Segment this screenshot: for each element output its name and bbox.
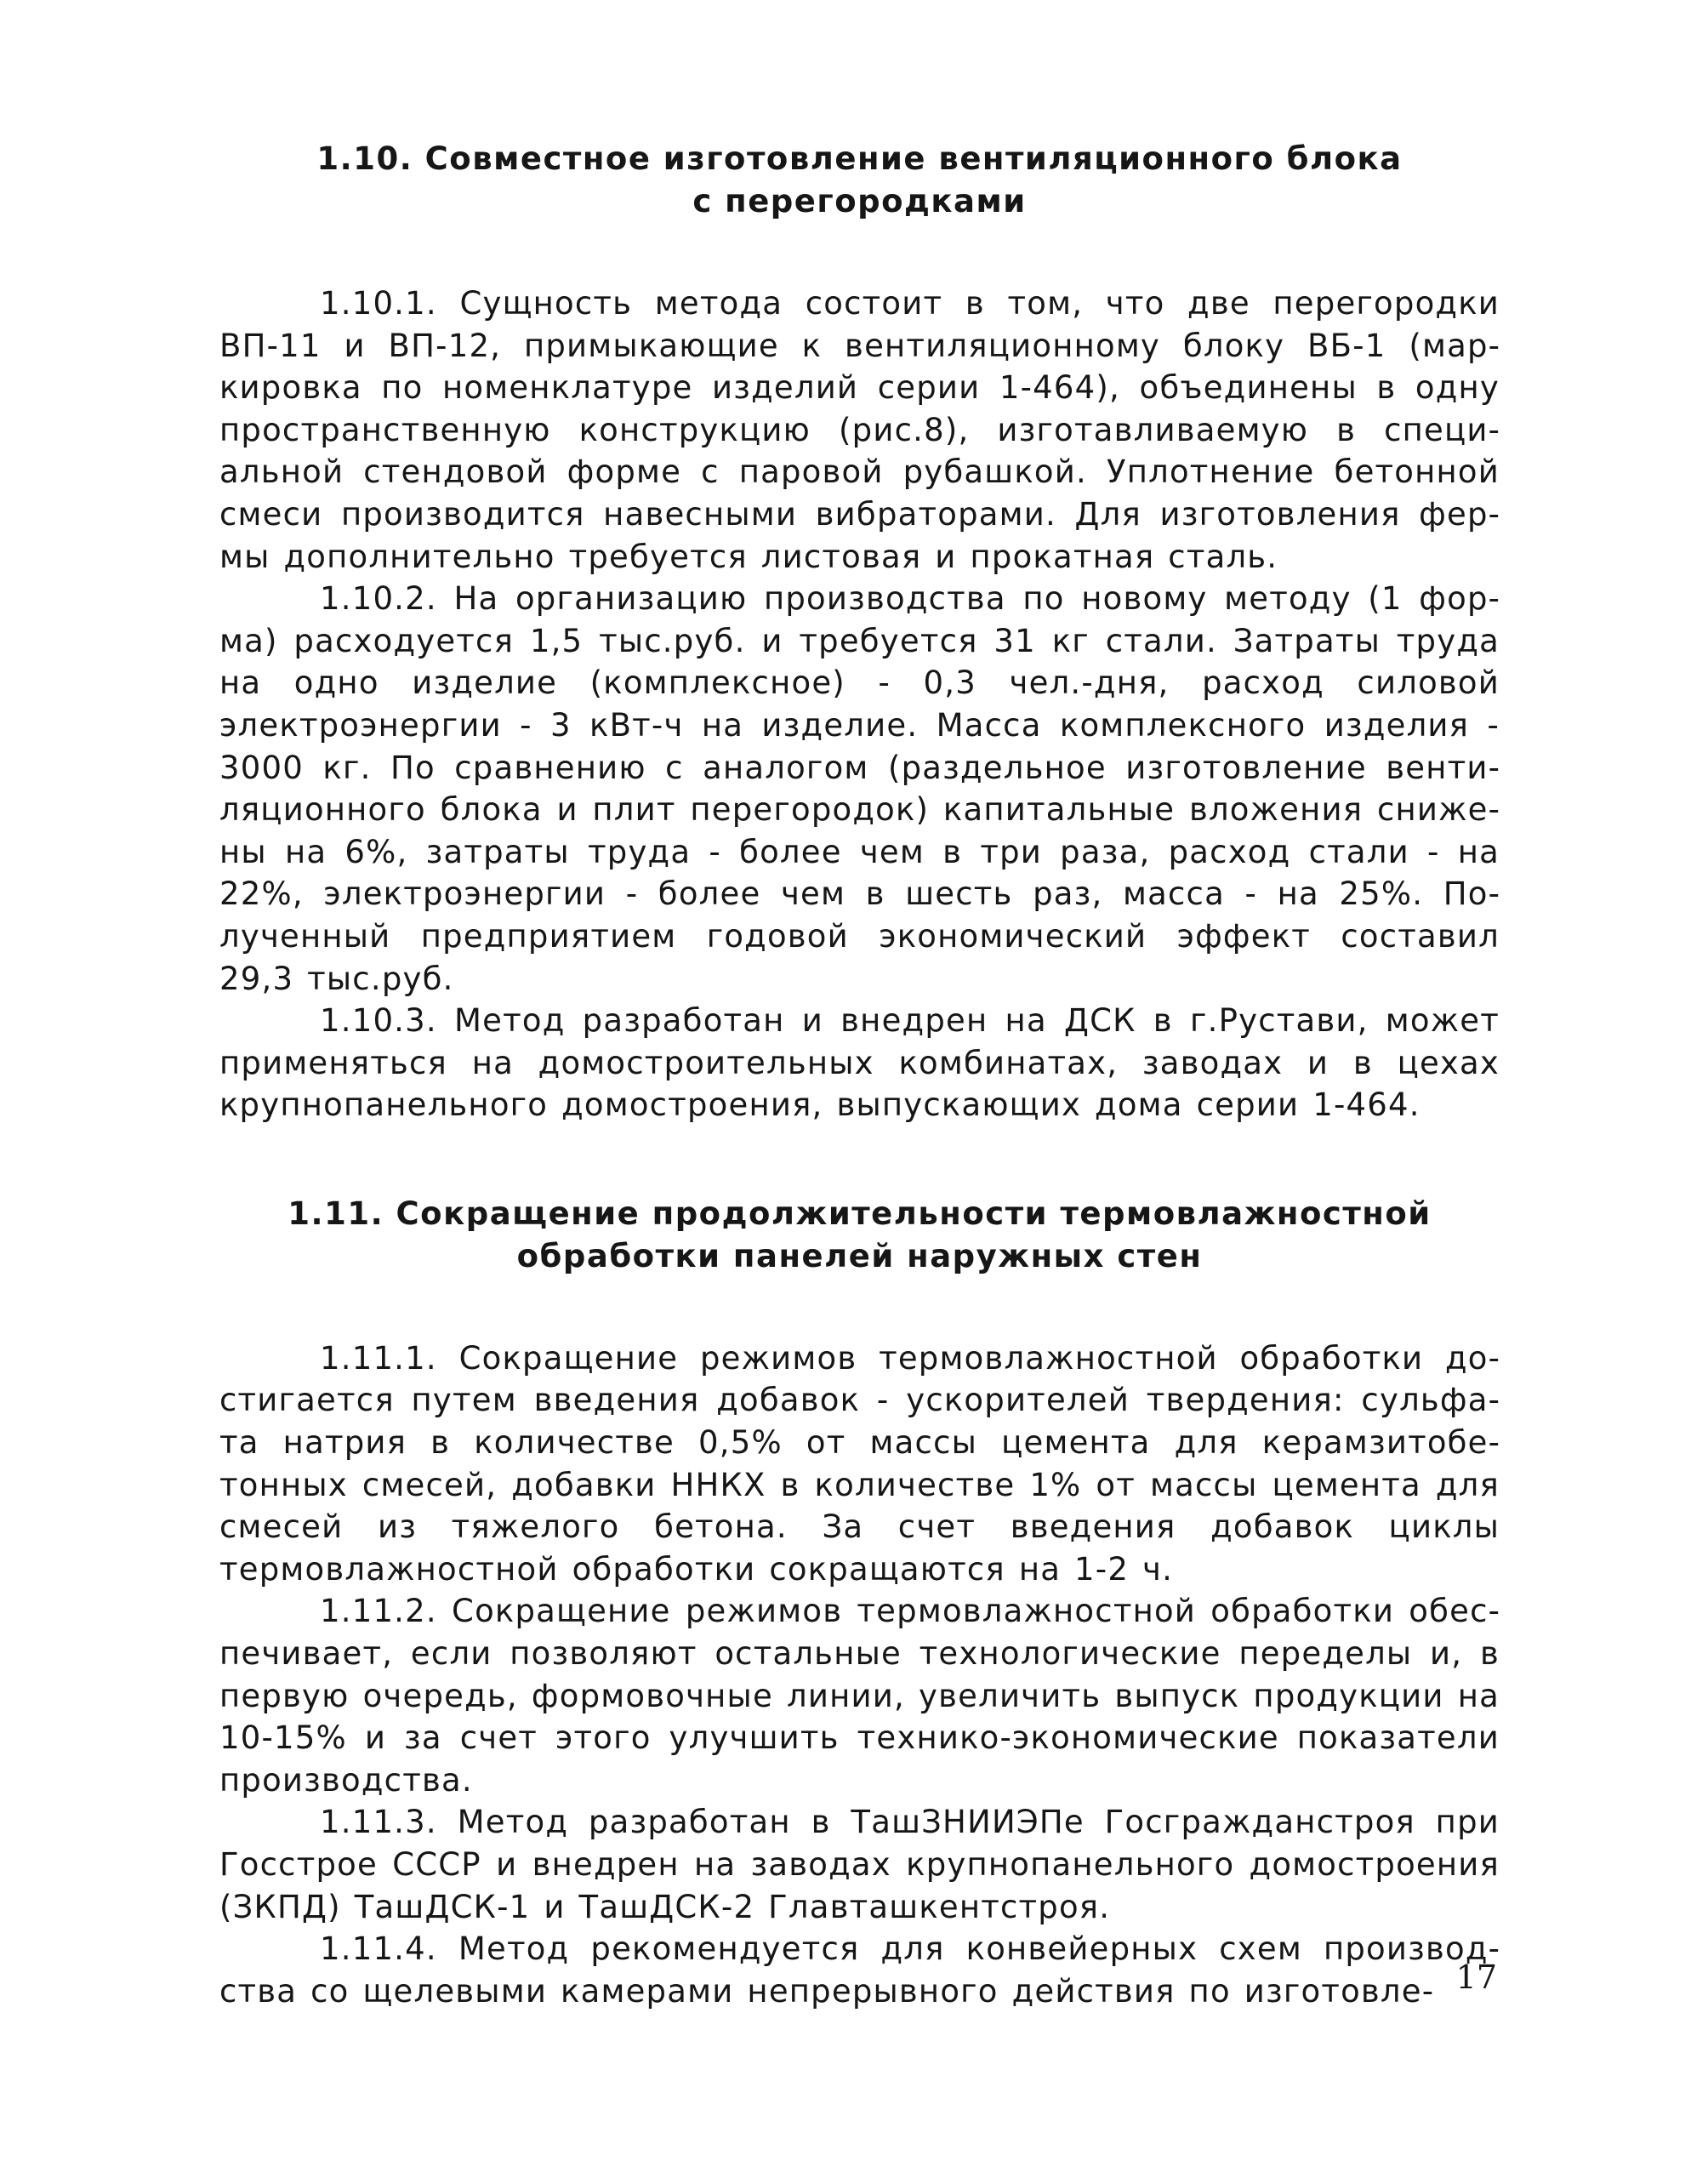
page-number: 17	[1455, 1959, 1497, 1996]
heading-line: обработки панелей наружных стен	[516, 1237, 1203, 1274]
section-1-11	[219, 1193, 1500, 2013]
section-1-10	[219, 138, 1500, 1126]
page-content	[219, 138, 1500, 2012]
paragraph-1-11-4: 1.11.4. Метод рекомендуется для конвейерных схем производства со щелевыми камерами непрерывного действия по изготовле-	[219, 1930, 1500, 2010]
paragraph-1-11-1: 1.11.1. Сокращение режимов термовлажностной обработки достигается путем введения добавок - ускорителей твердения: сульфата натрия в количестве 0,5% от массы цемента для керамзитобетонных смесей, добавки ННКХ в количестве 1% от массы цемента для смесей из тяжелого бетона. За счет введения добавок циклы термовлажностной обработки сокращаются на 1-2 ч.	[219, 1339, 1500, 1588]
section-heading	[219, 1193, 1500, 1278]
section-body	[219, 1337, 1500, 2013]
section-body	[219, 282, 1500, 1126]
paragraph-1-11-2: 1.11.2. Сокращение режимов термовлажностной обработки обеспечивает, если позволяют остальные технологические переделы и, в первую очередь, формовочные линии, увеличить выпуск продукции на 10-15% и за счет этого улучшить технико-экономические показатели производства.	[219, 1593, 1500, 1799]
heading-line: с перегородками	[692, 183, 1027, 220]
paragraph-1-10-1: 1.10.1. Сущность метода состоит в том, что две перегородки ВП-11 и ВП-12, примыкающие к вентиляционному блоку ВБ-1 (маркировка по номенклатуре изделий серии 1-464), объединены в одну пространственную конструкцию (рис.8), изготавливаемую в специальной стендовой форме с паровой рубашкой. Уплотнение бетонной смеси производится навесными вибраторами. Для изготовления фермы дополнительно требуется листовая и прокатная сталь.	[219, 285, 1500, 575]
heading-line: 1.10. Совместное изготовление вентиляционного блока	[316, 140, 1403, 177]
paragraph-1-10-2: 1.10.2. На организацию производства по новому методу (1 форма) расходуется 1,5 тыс.руб. и требуется 31 кг стали. Затраты труда на одно изделие (комплексное) - 0,3 чел.-дня, расход силовой электроэнергии - 3 кВт-ч на изделие. Масса комплексного изделия - 3000 кг. По сравнению с аналогом (раздельное изготовление вентиляционного блока и плит перегородок) капитальные вложения снижены на 6%, затраты труда - более чем в три раза, расход стали - на 22%, электроэнергии - более чем в шесть раз, масса - на 25%. Полученный предприятием годовой экономический эффект составил 29,3 тыс.руб.	[219, 580, 1500, 997]
paragraph-1-10-3: 1.10.3. Метод разработан и внедрен на ДСК в г.Рустави, может применяться на домостроительных комбинатах, заводах и в цехах крупнопанельного домостроения, выпускающих дома серии 1-464.	[219, 1002, 1500, 1124]
heading-line: 1.11. Сокращение продолжительности термовлажностной	[288, 1195, 1432, 1232]
paragraph-1-11-3: 1.11.3. Метод разработан в ТашЗНИИЭПе Госгражданстроя при Госстрое СССР и внедрен на заводах крупнопанельного домостроения (ЗКПД) ТашДСК-1 и ТашДСК-2 Главташкентстроя.	[219, 1804, 1500, 1925]
section-heading	[219, 138, 1500, 223]
